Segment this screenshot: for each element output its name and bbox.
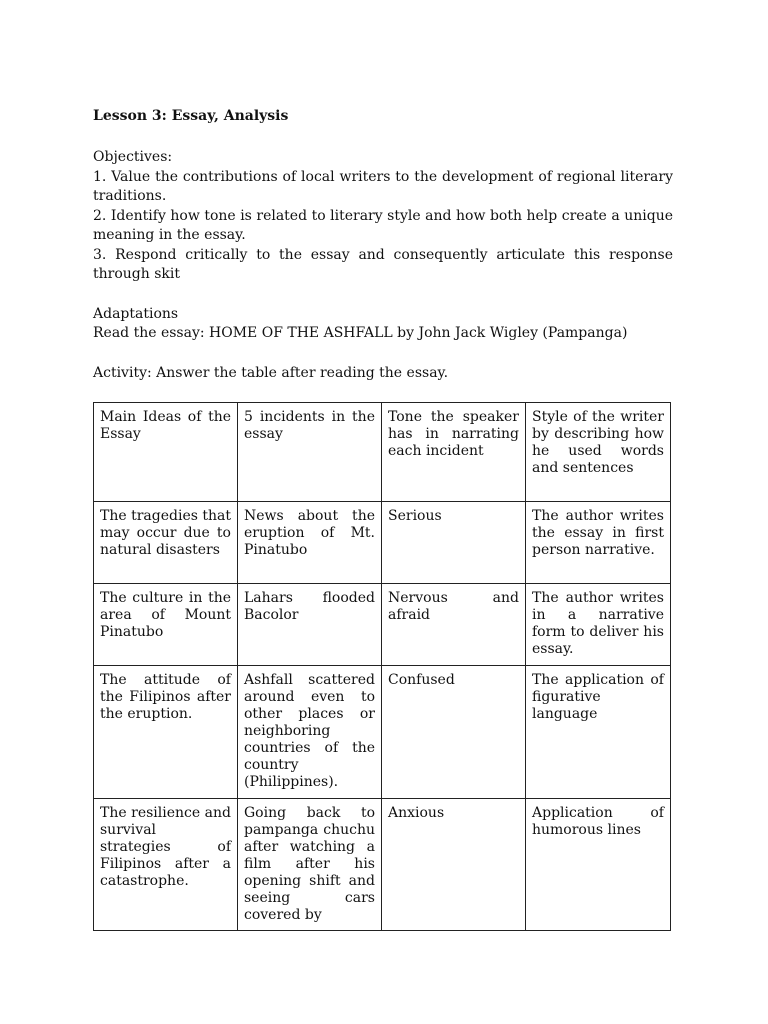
table-header-row — [94, 403, 671, 502]
table-cell: The tragedies that may occur due to natural disasters — [94, 502, 238, 584]
table-cell: Application of humorous lines — [526, 799, 671, 931]
header-style: Style of the writer by describing how he used words and sentences — [526, 403, 671, 502]
objective-1: 1. Value the contributions of local writers to the development of regional literary traditions. — [93, 168, 673, 204]
objective-3: 3. Respond critically to the essay and consequently articulate this response through skit — [93, 246, 673, 282]
table-row — [94, 799, 671, 931]
objectives-heading: Objectives: — [93, 149, 173, 165]
spacer — [93, 285, 673, 305]
objective-2: 2. Identify how tone is related to literary style and how both help create a unique meaning in the essay. — [93, 207, 673, 243]
lesson-title: Lesson 3: Essay, Analysis — [93, 108, 289, 124]
table-cell: Ashfall scattered around even to other places or neighboring countries of the country (Philippines). — [238, 666, 382, 799]
header-main-ideas: Main Ideas of the Essay — [94, 403, 238, 502]
table-cell: The resilience and survival strategies of Filipinos after a catastrophe. — [94, 799, 238, 931]
table-cell: Serious — [382, 502, 526, 584]
table-row — [94, 502, 671, 584]
adaptations-heading: Adaptations — [93, 305, 179, 322]
table-cell: The culture in the area of Mount Pinatubo — [94, 584, 238, 666]
spacer — [93, 344, 673, 364]
table-cell: Nervous and afraid — [382, 584, 526, 666]
table-cell: News about the eruption of Mt. Pinatubo — [238, 502, 382, 584]
table-cell: The application of figurative language — [526, 666, 671, 799]
read-essay-line: Read the essay: HOME OF THE ASHFALL by John Jack Wigley (Pampanga) — [93, 325, 628, 341]
table-cell: Anxious — [382, 799, 526, 931]
table-cell: Confused — [382, 666, 526, 799]
table-cell: The attitude of the Filipinos after the eruption. — [94, 666, 238, 799]
activity-instruction: Activity: Answer the table after reading the essay. — [93, 364, 449, 381]
table-cell: Going back to pampanga chuchu after watching a film after his opening shift and seeing cars covered by — [238, 799, 382, 931]
activity-table — [93, 402, 671, 931]
document-body — [93, 106, 673, 383]
table-cell: The author writes in a narrative form to deliver his essay. — [526, 584, 671, 666]
table-row — [94, 666, 671, 799]
table-row — [94, 584, 671, 666]
header-tone: Tone the speaker has in narrating each incident — [382, 403, 526, 502]
table-cell: The author writes the essay in first person narrative. — [526, 502, 671, 584]
table-cell: Lahars flooded Bacolor — [238, 584, 382, 666]
header-incidents: 5 incidents in the essay — [238, 403, 382, 502]
